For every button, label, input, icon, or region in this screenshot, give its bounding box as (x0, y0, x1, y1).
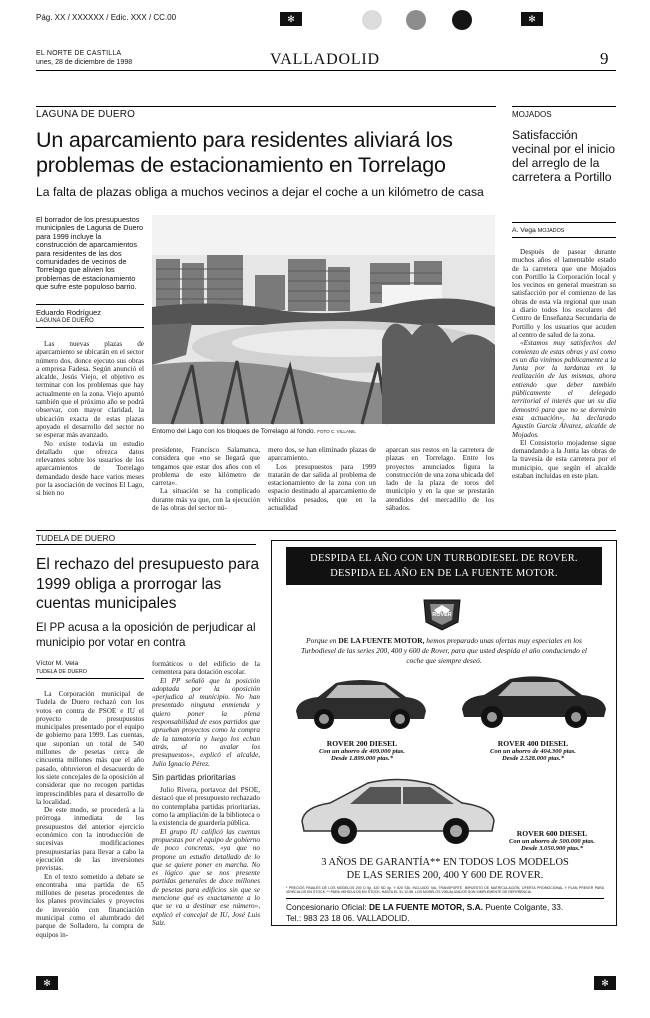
swatch-mid (406, 10, 426, 30)
article-subhead: La falta de plazas obliga a muchos vecinos a dejar el coche a un kilómetro de casa (36, 185, 484, 199)
publication-date: unes, 28 de diciembre de 1998 (36, 59, 133, 66)
paragraph: Julio Rivera, portavoz del PSOE, destacó que el presupuesto rechazado no contemplaba partidas prioritarias, como la ampliación de la biblioteca o la existencia de guardería pública. (152, 786, 260, 828)
registration-mark: ✻ (594, 976, 616, 990)
car-graphic (458, 667, 608, 731)
masthead-rule (36, 70, 616, 71)
car-price: Desde 1.899.000 ptas.* (330, 755, 394, 762)
photo-credit: FOTO C. VILLANIL (317, 429, 356, 434)
car-model: ROVER 200 DIESEL (326, 739, 398, 748)
byline: Víctor M. Vela (36, 660, 79, 667)
car-discount: Con un ahorro de 404.300 ptas. (490, 748, 576, 755)
rover-advertisement (271, 540, 617, 926)
ad-dealer-line (286, 913, 610, 924)
swatch-dark (452, 10, 472, 30)
paragraph: Los presupuestos para 1999 tratarán de dar salida al problema de estacionamiento de la zona con un espacio destinado al aparcamiento de vehículos pesados, que en la actualidad (268, 462, 376, 513)
car-price: Desde 2.528.000 ptas.* (501, 755, 565, 762)
article-kicker: MOJADOS (512, 110, 552, 119)
ad-rule (286, 898, 604, 899)
paragraph: mero dos, se han eliminado plazas de aparcamiento. (268, 446, 376, 463)
registration-mark: ✻ (521, 12, 543, 26)
paragraph: El Consistorio mojadense sigue demandando a la Junta las obras de la travesía de esta carretera por el municipio, que según el alcalde estaban incluidas en este plan. (512, 438, 616, 481)
ad-guarantee-line: 3 AÑOS DE GARANTÍA** EN TODOS LOS MODELOS (321, 857, 569, 868)
quote-paragraph: «Estamos muy satisfechos del comienzo de estas obras y así como es un día vinimos publicamente a la Junta por la tardanza en la realización de las mismas, ahora entiendo que deber también públicamente el delegado territorial el interés que un su día demostró para que no se dormirán esta actuación», ha declarado Agustín García Álvarez, alcalde de Mojados. (512, 339, 616, 439)
ad-dealer-inline: DE LA FUENTE MOTOR, (338, 636, 425, 645)
car-graphic (298, 769, 498, 849)
byline-name: A. Vega (512, 227, 536, 234)
car-graphic (290, 671, 430, 731)
page-number: 9 (600, 49, 609, 68)
dealer-name: DE LA FUENTE MOTOR, S.A. (369, 902, 483, 912)
paragraph: presidente, Francisco Salamanca, considera que «no se llegará que tengamos que estar dos años con el problema de este kilómetro de carreta». (152, 446, 260, 488)
section-title: VALLADOLID (270, 51, 380, 68)
rover-200-offer (302, 739, 422, 762)
byline: Eduardo Rodríguez (36, 308, 102, 317)
car-price: Desde 3.050.900 ptas.* (520, 845, 584, 852)
registration-mark: ✻ (36, 976, 58, 990)
rover-logo (418, 592, 466, 632)
paragraph: aparcan sus restos en la carretera de plazas en Torrelago. Entre los proyectos anunciados figura la construcción de una zona ubicada del lado de la plaza de toros del municipio y en la que se prestarán atendidos del mercadillo de los sábados. (386, 446, 494, 513)
paragraph: El grupo IU calificó las cuentas propuestas por el equipo de gobierno de poco concretas, «ya que no propone un estudio detallado de lo que se quiere poner en marcha. No es lógico que se nos presente partidas generales de doce millones de pesetas para edificios sin que se mencione qué es exactamente a lo que se va a destinar ese número», explicó el concejal de IU, José Luis Saiz. (152, 827, 260, 927)
byline-rule (512, 222, 616, 223)
rover-600-offer (492, 829, 612, 852)
ad-guarantee (282, 857, 608, 882)
article-subhead: El PP acusa a la oposición de perjudicar al municipio por votar en contra (36, 621, 256, 649)
publication-name: EL NORTE DE CASTILLA (36, 50, 122, 57)
section-rule (512, 106, 616, 107)
registration-mark: ✻ (280, 12, 302, 26)
car-discount: Con un ahorro de 409.000 ptas. (319, 748, 405, 755)
paragraph: De este modo, se procederá a la prórroga inmediata de los presupuestos del anterior ejercicio económico con la introducción de sucesivas modificaciones presupuestarias para llevar a cabo la ejecución de las inversiones previstas. (36, 806, 144, 873)
byline (512, 227, 564, 234)
ad-banner (286, 547, 602, 585)
article-column (512, 248, 616, 528)
ad-guarantee-line: DE LAS SERIES 200, 400 Y 600 DE ROVER. (346, 869, 544, 881)
ad-intro (294, 636, 594, 666)
car-model: ROVER 600 DIESEL (516, 829, 588, 838)
rover-200-image (290, 671, 430, 731)
ad-dealer (286, 902, 610, 924)
article-column (152, 446, 260, 526)
dealer-label: Concesionario Oficial: (286, 902, 367, 912)
article-kicker: TUDELA DE DUERO (36, 533, 116, 543)
byline-rule (512, 237, 616, 238)
article-headline: Un aparcamiento para residentes aliviará los problemas de estacionamiento en Torrelago (36, 128, 453, 177)
article-subtitle: Sin partidas prioritarias (152, 772, 236, 782)
byline-rule (36, 327, 144, 328)
dealer-city: VALLADOLID. (356, 913, 410, 923)
article-column (152, 660, 260, 925)
lead-rule (36, 304, 144, 305)
section-rule (36, 544, 256, 545)
rover-400-image (458, 667, 608, 731)
article-column (36, 690, 144, 939)
dealer-address: Puente Colgante, 33. (485, 902, 564, 912)
article-column (36, 340, 144, 525)
article-headline: Satisfacción vecinal por el inicio del arreglo de la carretera a Portillo (512, 128, 615, 184)
article-column (268, 446, 376, 526)
dealer-phone: Tel.: 983 23 18 06. (286, 913, 355, 923)
rover-400-offer (468, 739, 598, 762)
byline-place: MOJADOS (537, 228, 565, 234)
car-discount: Con un ahorro de 500.000 ptas. (509, 838, 595, 845)
caption-text: Entorno del Lago con los bloques de Torrelago al fondo. (152, 428, 316, 435)
article-kicker: LAGUNA DE DUERO (36, 109, 136, 120)
lake-photo (152, 215, 495, 424)
page-rule (36, 530, 616, 531)
article-column (386, 446, 494, 526)
paragraph: La Corporación municipal de Tudela de Duero rechazó con los votos en contra de PSOE e IU el proyecto de presupuestos municipales presentado por el equipo de gobierno para 1999. Las cuentas, que suponían un total de 540 millones de pesetas cerca de cincuenta millones más que el año pasado, obtuvieron el desacuerdo de los siete concejales de la oposición al considerar que no recogen partidas imprescindibles para el desarrollo de la localidad. (36, 690, 144, 806)
paragraph: El PP señaló que la posición adoptada por la oposición «perjudica al municipio. No han presentado ninguna enmienda y quiero poner la plena responsabilidad de esos partidos que aprueban proyectos como la compra de la tamatoria y luego los echan atrás, al no avalar los presupuestos», explicó el alcalde, Julio Ignacio Pérez. (152, 676, 260, 768)
photo-caption (152, 428, 495, 435)
paragraph: formáticos o del edificio de la cementera para dotación escolar. (152, 660, 260, 677)
swatch-light (362, 10, 382, 30)
ad-dealer-line (286, 902, 610, 913)
ad-intro-text: Porque en (306, 636, 337, 645)
ad-banner-line: DESPIDA EL AÑO EN DE LA FUENTE MOTOR. (330, 568, 558, 579)
paragraph: La situación se ha complicado durante más ya que, con la ejecución de las obras del sector nú- (152, 487, 260, 513)
ad-fine-print: * PRECIOS FINALES DE LOS MODELOS 200 D 5p, 420 SD 4p. Y 620 SDi, INCLUIDO IVA, TRANSPORTE, IMPUESTO DE MATRICULACIÓN, OFERTA PROMOCIONAL Y PLAN PREVER PARA VEHÍCULOS EN STOCK. ** PARA VEHÍCULOS EN STOCK, HASTA EL 31-12-98. LOS MODELOS VISUALIZADOS SON SIMPLEMENTE DE REFERENCIA. (286, 886, 604, 895)
byline-rule (36, 678, 144, 679)
byline-place: LAGUNA DE DUERO (36, 318, 94, 324)
paragraph: En el texto sometido a debate se encontraba una partida de 65 millones de pesetas procedentes de los planes provinciales y proyectos de inversión con financiación municipal como el alumbrado del parque de Solladero, la compra de equipos in- (36, 872, 144, 939)
paragraph: Las nuevas plazas de aparcamiento se ubicarán en el sector número dos, donce ejecuto sus obras a empresa Fadesa. Según anunció el alcalde, Jesús Viejo, el objetivo es terminar con los problemas que hay actualmente en la zona. Viejo apuntó también que el próximo año se podrá observar, con mayor claridad, la ubicación exacta de estas plazas apoyado el desarrollo del sector no se esperar más avanzado. (36, 340, 144, 440)
lake-photo-graphic (152, 215, 495, 424)
rover-600-image (298, 769, 498, 849)
section-rule (36, 106, 496, 107)
rover-logo-text: ROVER (432, 612, 452, 618)
car-model: ROVER 400 DIESEL (497, 739, 569, 748)
article-lead: El borrador de los presupuestos municipales de Laguna de Duero para 1999 incluye la construcción de aparcamientos para residentes de las dos comunidades de vecinos de Torrelago que alivien los problemas de estacionamiento que sufre este populoso barrio. (36, 215, 144, 292)
ad-intro-text: hemos preparado unas ofertas muy especiales en los Turbodiesel de las series 200, 400 y 600 de Rover, para que usted despida el año conduciendo el coche que siempre deseó. (301, 636, 587, 665)
article-headline: El rechazo del presupuesto para 1999 obliga a prorrogar las cuentas municipales (36, 556, 260, 612)
byline-place: TUDELA DE DUERO (36, 669, 87, 675)
paragraph: Después de pasear durante muchos años el lamentable estado de la carretera que une Mojados con Portillo la Corporación local y los vecinos en general muestran su satisfacción por el comienzo de las obras de esta vía regional que usan a diario todos los escolares del Centro de Enseñanza Secundaria de Portillo y los usuarios que acuden al centro de salud de la zona. (512, 248, 616, 339)
ad-banner-line: DESPIDA EL AÑO CON UN TURBODIESEL DE ROVER. (310, 553, 578, 564)
paragraph: No existe todavía un estudio detallado que ofrezca datos relevantes sobre los usuarios de los aparcamientos de Torrelago demandado desde hace varios meses por la asociación de vecinos El Lago, si bien no (36, 439, 144, 498)
print-info: Pág. XX / XXXXXX / Edic. XXX / CC.00 (36, 13, 177, 22)
